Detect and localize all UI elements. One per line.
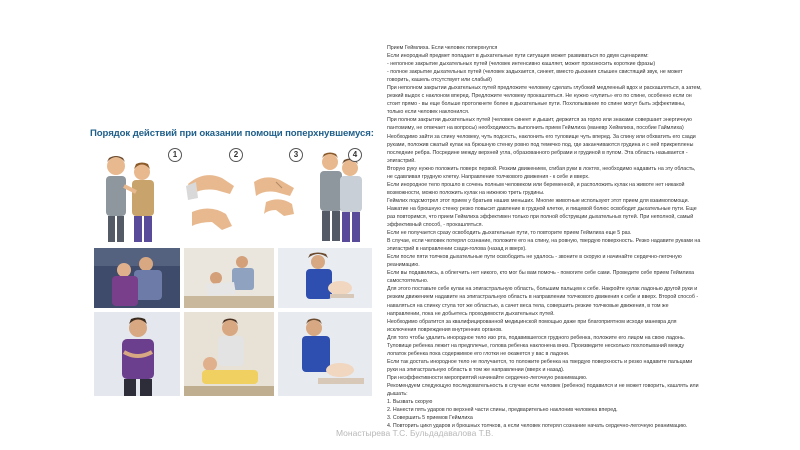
text-line: эпигастрий. — [387, 157, 416, 164]
text-line: последние ребра. Посредине между верхней угла, образованного ребрами и грудиной в пупом. Эта область называется - — [387, 149, 688, 156]
text-line: руками, положив сжатый кулак на брюшную стенку ровно под темечко под, где заканчиваются грудина и с ней прикреплены — [387, 141, 694, 148]
text-line: самостоятельно. — [387, 278, 429, 285]
heimlich-instructions-text — [387, 44, 779, 442]
text-line: Рекомендуем следующую последовательность в случае если человек (ребенок) подавился и не может говорить, кашлять или — [387, 382, 699, 389]
text-line: дышать: — [387, 391, 408, 398]
text-line: В случае, если человек потерял сознание, положите его на спину, на ровную, твердую поверхность. Резко надавите руками на — [387, 238, 701, 245]
step-illustration-4 — [310, 142, 372, 244]
text-line: 1. Вызвать скорую — [387, 399, 433, 406]
text-line: исключения повреждения внутренних органов. — [387, 326, 503, 333]
text-line: наваляться на спинку стула тот же областью, а сачет веса тела, совершить резкие толчковые движения, в том же — [387, 302, 669, 309]
text-line: Вторую руку нужно положить поверх первой. Резким движением, сгибая руки в локтях, необходимо надавить на эту область, — [387, 165, 696, 172]
photo-infant-chest-thrusts — [278, 312, 372, 396]
text-line: Для того чтобы удалить инородное тело изо рта, подавившегося грудного ребенка, положите его лицом на свою ладонь. — [387, 334, 686, 341]
text-line: только если человек наклонился. — [387, 109, 470, 116]
first-aid-poster — [90, 128, 372, 396]
text-line: Если не получается сразу освободить дыхательные пути, то повторите прием Геймлиха еще 5 раз. — [387, 230, 632, 237]
text-line: Если инородный предмет попадает в дыхательные пути ситуация может развиваться по двум сценариям: — [387, 53, 649, 60]
text-line: 4. Повторить цикл ударов и брюшных толчков, а если человек потерял сознание начать сердечно-легочную реанимацию. — [387, 423, 688, 430]
text-line: При неполном закрытии дыхательных путей предложите человеку сделать глубокий медленный вдох и раскашляться, а затем, — [387, 85, 702, 92]
text-line: Геймлих подсмотрел этот прием у братьев наших меньших. Многие животные используют этот прием для взаимопомощи. — [387, 197, 690, 204]
step-number-3: 3 — [289, 148, 303, 162]
text-line: Если вы подавились, а облегчить нет никого, кто мог бы вам помочь - помогите себе сами. Проведите себе прием Геймлиха — [387, 270, 695, 277]
photo-lying-heimlich — [184, 312, 274, 396]
text-line: - неполное закрытие дыхательных путей (человек интенсивно кашляет, может произносить короткие фразы) — [387, 61, 656, 68]
text-line: направлении, пока не добьетесь проходимости дыхательных путей. — [387, 310, 555, 317]
text-line: 3. Совершить 5 приемов Геймлиха — [387, 415, 473, 422]
text-line: лопаток ребенка пока содержимое его глотки не окажется у вас в ладони. — [387, 350, 570, 357]
text-line: эпигастрий в направлении сзади-голова (назад и вверх). — [387, 246, 527, 253]
photo-heimlich-adult — [94, 248, 180, 308]
text-line: раз повторимся, что прием Геймлиха эффективен только при полной обструкции дыхательных путей. При неполной, самый — [387, 213, 694, 220]
text-line: говорить, кашель отсутствует или слабый) — [387, 77, 492, 84]
text-line: - полное закрытие дыхательных путей (человек задыхается, синеет, вместо дыхания слышен свистящий звук, не может — [387, 69, 683, 76]
text-line: стоит прямо - вы еще больше протолкнете более в дыхательные пути. Похлопывание по спине могут быть эффективны, — [387, 101, 686, 108]
text-line: Прием Геймлиха. Если человек поперхнулся — [387, 45, 498, 51]
text-line: Необходимо зайти за спину человеку, чуть подсесть, наклонить его туловище чуть вперед. За спину или обхватить его сзади — [387, 133, 696, 140]
text-line: При полном закрытии дыхательных путей (человек синеет и дышит, держится за горло или знаками совершает энергичную — [387, 117, 692, 124]
text-line: реанимацию. — [387, 262, 420, 269]
poster-title: Порядок действий при оказании помощи поперхнувшемуся: — [90, 128, 374, 139]
photo-infant-back-blows — [278, 248, 372, 308]
text-line: пантомиму, не отвечает на вопросы) необходимость выполнить прием Геймлиха (маневр Хеймлиха, пособие Гаймлиха) — [387, 125, 684, 132]
text-line: Необходимо обратится за квалифицированной медицинской помощью даже при благоприятном исходе маневра для — [387, 318, 677, 325]
text-line: 2. Нанести пять ударов по верхней части спины, предварительно наклонив человека вперед. — [387, 407, 618, 414]
text-line: Если так достать инородное тело не получается, то положите ребенка на твердую поверхность и резко надавите пальцами — [387, 358, 693, 365]
text-line: Если инородное тело прошло в сочень полным человеком или беременной, и расположить кулак на животе нет никакой — [387, 181, 685, 188]
text-line: резкий выдох с наклоном вперед. Предложите человеку прокашляться. Не нужно «лупить» его по спине, особенно если он — [387, 93, 692, 100]
text-line: Нажатие на брюшную стенку резко повысит давление в грудной клетке, и пищевой болюс освободит дыхательные пути. Еще — [387, 205, 697, 212]
photo-self-heimlich — [94, 312, 180, 396]
text-line: резким движением надавите на эпигастральную область в направлении толчкового движения к себе и вверх. Второй способ - — [387, 294, 699, 301]
author-footer: Монастырева Т.С. Бульдадавалова Т.В. — [336, 428, 494, 438]
text-line: Туловище ребенка лежит на предплечье, голова ребенка наклонена вниз. Произведите несколько похлопываний между — [387, 342, 685, 349]
step-number-1: 1 — [168, 148, 182, 162]
step-number-2: 2 — [229, 148, 243, 162]
text-line: При неэффективности мероприятий начинайте сердечно-легочную реанимацию. — [387, 374, 588, 381]
text-line: возможности, можно положить кулак на нижнюю треть грудины. — [387, 189, 545, 196]
step-illustration-1 — [90, 142, 176, 244]
text-line: руки на эпигастральную область в том же направлении (вверх и назад). — [387, 366, 565, 373]
step-number-4: 4 — [348, 148, 362, 162]
photo-back-blows — [184, 248, 274, 308]
text-line: эффективный способ, - прокашляться. — [387, 222, 483, 229]
text-line: не сдавливая грудную клетку. Направление толчкового движения - к себе и вверх. — [387, 173, 590, 180]
text-line: Для этого поставьте себе кулак на эпигастральную область, большим пальцем к себе. Накройте кулак ладонью другой руки и — [387, 286, 698, 293]
text-line: Если после пяти толчков дыхательные пути освободить не удалось - звоните в скорую и начинайте сердечно-легочную — [387, 254, 682, 261]
